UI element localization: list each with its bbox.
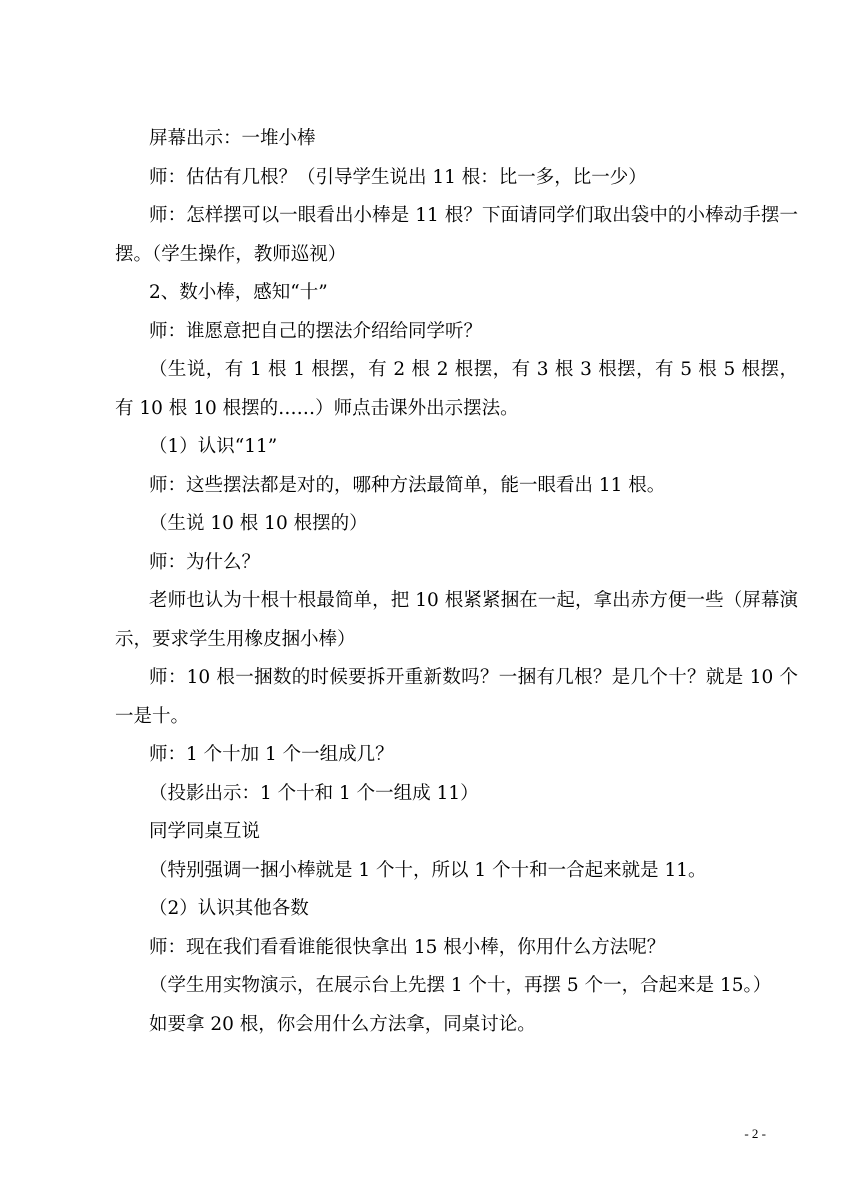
paragraph: 师：1 个十加 1 个一组成几？ xyxy=(149,744,394,765)
paragraph: 2、数小棒，感知“十” xyxy=(149,282,328,303)
paragraph: （学生用实物演示，在展示台上先摆 1 个十，再摆 5 个一，合起来是 15。） xyxy=(149,975,772,996)
paragraph: （2）认识其他各数 xyxy=(149,898,309,919)
paragraph: 老师也认为十根十根最简单，把 10 根紧紧捆在一起，拿出赤方便一些（屏幕演示，要求学生用橡皮捆小棒） xyxy=(115,590,798,650)
paragraph: （生说，有 1 根 1 根摆，有 2 根 2 根摆，有 3 根 3 根摆，有 5 根 5 根摆，有 10 根 10 根摆的……）师点击课外出示摆法。 xyxy=(115,359,798,419)
paragraph: 师：为什么？ xyxy=(149,551,261,573)
paragraph: （投影出示：1 个十和 1 个一组成 11） xyxy=(149,782,479,804)
paragraph: （1）认识“11” xyxy=(149,436,278,457)
paragraph: 师：这些摆法都是对的，哪种方法最简单，能一眼看出 11 根。 xyxy=(149,474,666,496)
paragraph: （特别强调一捆小棒就是 1 个十，所以 1 个十和一合起来就是 11。 xyxy=(149,859,707,881)
paragraph: 师：现在我们看看谁能很快拿出 15 根小棒，你用什么方法呢？ xyxy=(149,936,666,958)
document-body xyxy=(115,120,798,1044)
paragraph: 屏幕出示：一堆小棒 xyxy=(149,128,316,149)
paragraph: 师：10 根一捆数的时候要拆开重新数吗？一捆有几根？是几个十？就是 10 个一是十。 xyxy=(115,667,798,727)
paragraph: 师：谁愿意把自己的摆法介绍给同学听？ xyxy=(149,320,483,342)
paragraph: （生说 10 根 10 根摆的） xyxy=(149,513,368,534)
paragraph: 师：怎样摆可以一眼看出小棒是 11 根？下面请同学们取出袋中的小棒动手摆一摆。（学生操作，教师巡视） xyxy=(115,205,798,265)
page-number: - 2 - xyxy=(744,1126,766,1141)
paragraph: 同学同桌互说 xyxy=(149,821,261,842)
paragraph: 如要拿 20 根，你会用什么方法拿，同桌讨论。 xyxy=(149,1013,536,1035)
paragraph: 师：估估有几根？（引导学生说出 11 根：比一多，比一少） xyxy=(149,166,647,188)
